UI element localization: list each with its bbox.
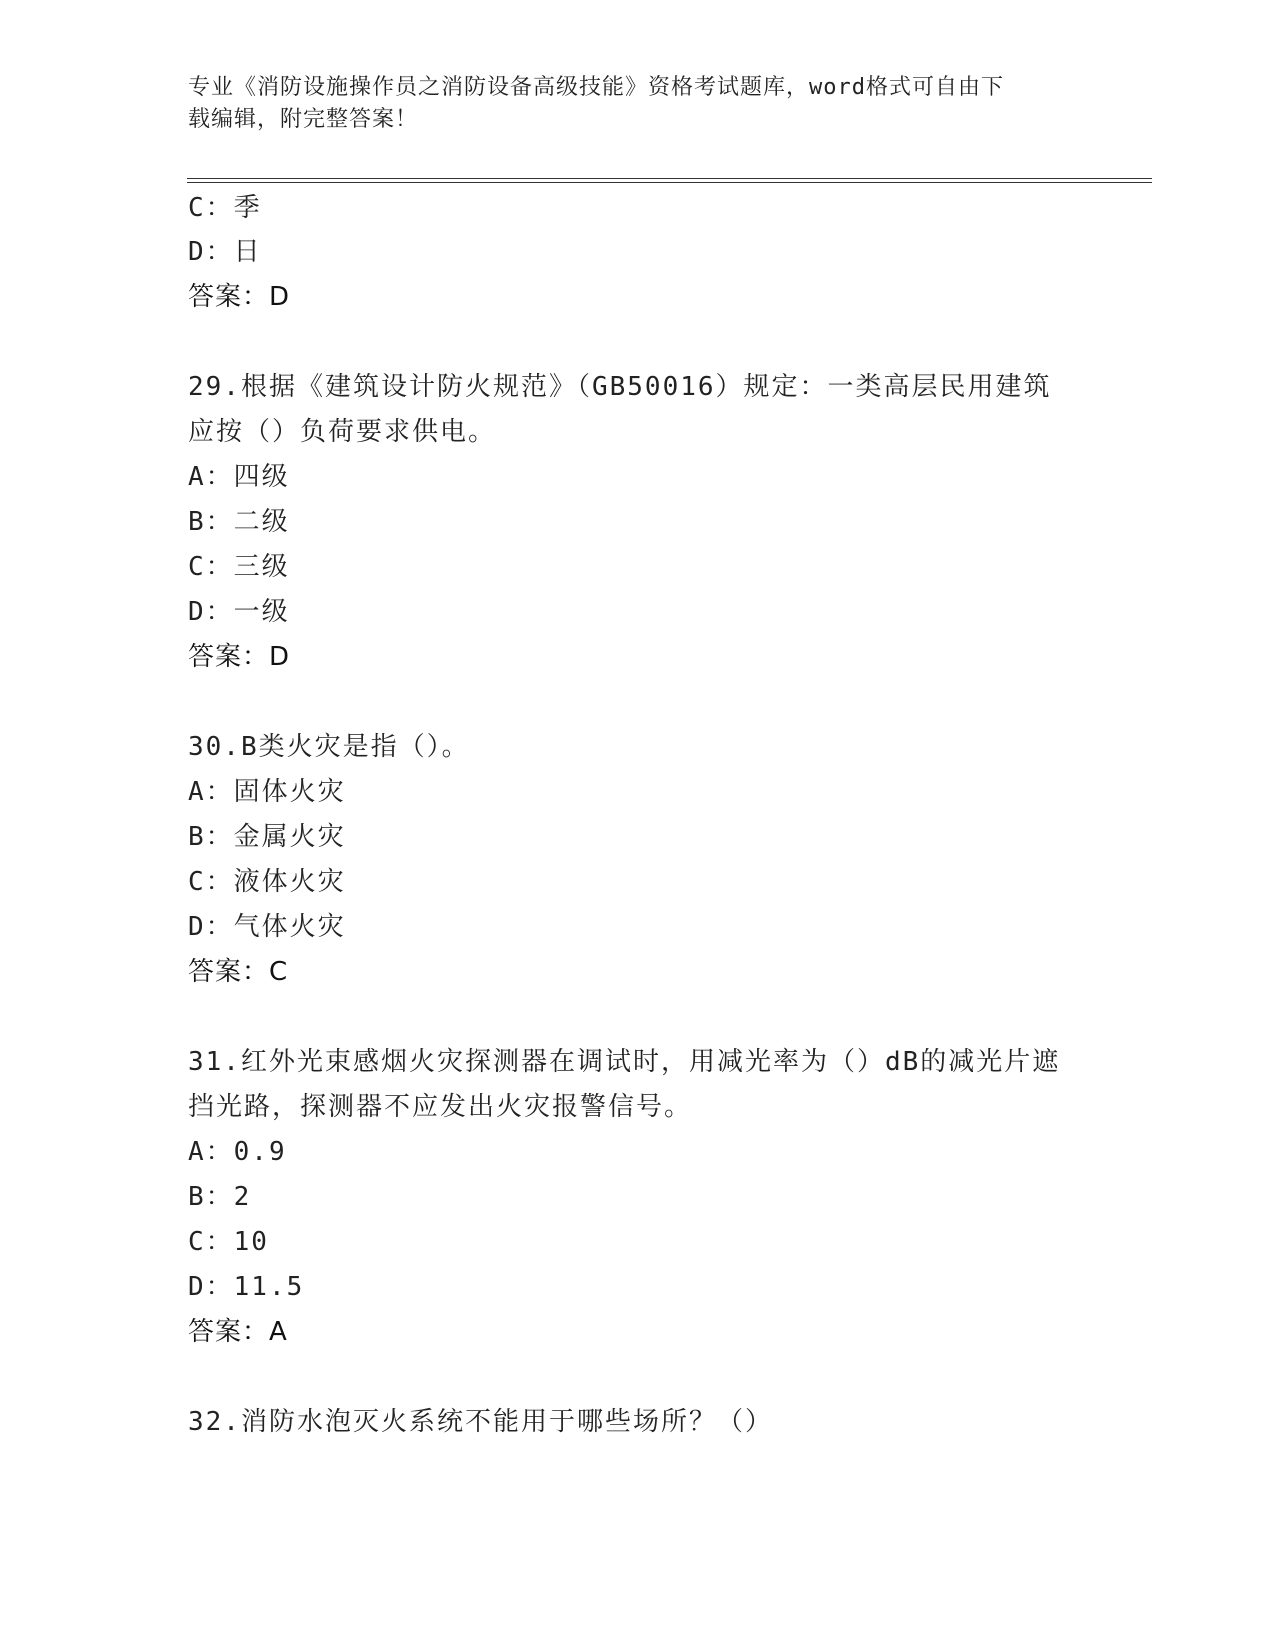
question-stem-continued: 应按（）负荷要求供电。 <box>188 417 497 447</box>
option-d: D：气体火灾 <box>188 912 346 942</box>
answer-line: 答案：D <box>188 282 291 312</box>
option-b: B：二级 <box>188 507 290 537</box>
question-stem: 29.根据《建筑设计防火规范》（GB50016）规定：一类高层民用建筑 <box>188 372 1052 402</box>
option-d: D：一级 <box>188 597 290 627</box>
question-stem: 30.B类火灾是指（）。 <box>188 732 470 762</box>
option-c: C：三级 <box>188 552 290 582</box>
option-c: C：10 <box>188 1227 269 1257</box>
option-b: B：金属火灾 <box>188 822 346 852</box>
header-line-1: 专业《消防设施操作员之消防设备高级技能》资格考试题库，word格式可自由下 <box>188 75 1004 100</box>
document-header <box>188 72 1088 136</box>
answer-line: 答案：A <box>188 1317 288 1347</box>
option-c: C：液体火灾 <box>188 867 346 897</box>
option-d: D：日 <box>188 237 262 267</box>
question-stem: 32.消防水泡灭火系统不能用于哪些场所？（） <box>188 1407 773 1437</box>
option-a: A：四级 <box>188 462 290 492</box>
option-c: C：季 <box>188 193 262 223</box>
answer-line: 答案：D <box>188 642 291 672</box>
question-stem: 31.红外光束感烟火灾探测器在调试时，用减光率为（）dB的减光片遮 <box>188 1047 1061 1077</box>
option-a: A：固体火灾 <box>188 777 346 807</box>
question-stem-continued: 挡光路，探测器不应发出火灾报警信号。 <box>188 1092 693 1122</box>
option-b: B：2 <box>188 1182 252 1212</box>
option-d: D：11.5 <box>188 1272 305 1302</box>
answer-line: 答案：C <box>188 957 289 987</box>
header-line-2: 载编辑，附完整答案！ <box>188 107 419 132</box>
option-a: A：0.9 <box>188 1137 287 1167</box>
header-divider <box>187 178 1152 183</box>
